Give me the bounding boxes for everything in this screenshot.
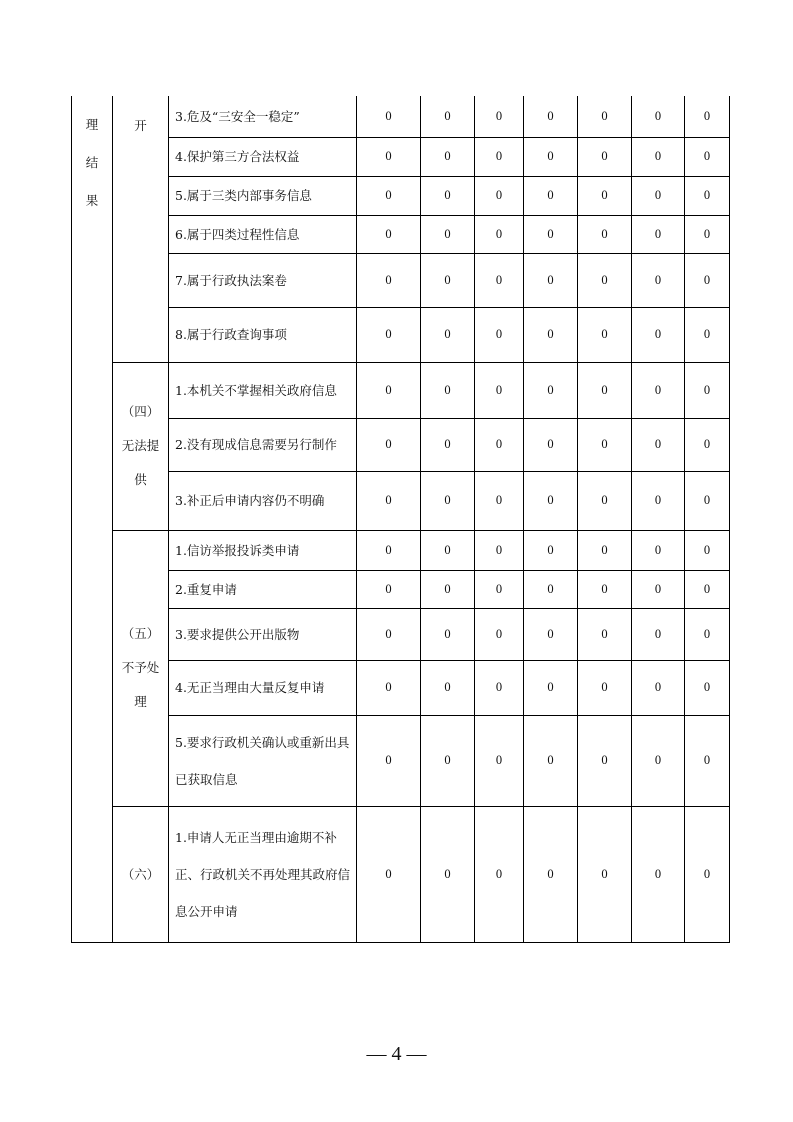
value-cell: 0 (357, 471, 421, 530)
item-label: 2.重复申请 (169, 570, 357, 608)
value-cell: 0 (578, 307, 632, 362)
value-cell: 0 (685, 362, 730, 418)
value-cell: 0 (475, 176, 524, 215)
disclosure-result-table (71, 96, 730, 943)
value-cell: 0 (524, 215, 578, 253)
value-cell: 0 (421, 176, 475, 215)
value-cell: 0 (357, 307, 421, 362)
item-label: 3.要求提供公开出版物 (169, 608, 357, 660)
table-row (72, 530, 730, 570)
value-cell: 0 (524, 176, 578, 215)
value-cell: 0 (421, 418, 475, 471)
table-row (72, 362, 730, 418)
value-cell: 0 (632, 608, 685, 660)
item-label: 1.申请人无正当理由逾期不补正、行政机关不再处理其政府信息公开申请 (169, 806, 357, 942)
group-label-open: 开 (113, 96, 169, 362)
result-label-char: 果 (85, 193, 99, 208)
value-cell: 0 (357, 530, 421, 570)
value-cell: 0 (685, 96, 730, 137)
value-cell: 0 (357, 176, 421, 215)
value-cell: 0 (632, 530, 685, 570)
value-cell: 0 (578, 570, 632, 608)
value-cell: 0 (685, 471, 730, 530)
table-row (72, 715, 730, 806)
value-cell: 0 (475, 418, 524, 471)
table-row (72, 215, 730, 253)
value-cell: 0 (685, 137, 730, 176)
value-cell: 0 (524, 570, 578, 608)
value-cell: 0 (421, 570, 475, 608)
value-cell: 0 (357, 715, 421, 806)
value-cell: 0 (475, 307, 524, 362)
value-cell: 0 (632, 176, 685, 215)
table-row (72, 660, 730, 715)
value-cell: 0 (632, 418, 685, 471)
value-cell: 0 (524, 307, 578, 362)
table-row (72, 307, 730, 362)
value-cell: 0 (357, 362, 421, 418)
value-cell: 0 (357, 137, 421, 176)
value-cell: 0 (524, 96, 578, 137)
table-row (72, 806, 730, 942)
value-cell: 0 (421, 96, 475, 137)
item-label: 8.属于行政查询事项 (169, 307, 357, 362)
value-cell: 0 (421, 137, 475, 176)
value-cell: 0 (421, 715, 475, 806)
item-label: 2.没有现成信息需要另行制作 (169, 418, 357, 471)
value-cell: 0 (475, 471, 524, 530)
item-label: 3.危及“三安全一稳定” (169, 96, 357, 137)
value-cell: 0 (685, 176, 730, 215)
group-label-not-processed: （五） 不予处 理 (113, 530, 169, 806)
value-cell: 0 (357, 253, 421, 307)
value-cell: 0 (475, 530, 524, 570)
item-label: 6.属于四类过程性信息 (169, 215, 357, 253)
value-cell: 0 (475, 253, 524, 307)
table-row (72, 570, 730, 608)
value-cell: 0 (578, 806, 632, 942)
value-cell: 0 (524, 253, 578, 307)
group-label-six: （六） (113, 806, 169, 942)
value-cell: 0 (357, 418, 421, 471)
value-cell: 0 (475, 806, 524, 942)
item-label: 1.信访举报投诉类申请 (169, 530, 357, 570)
value-cell: 0 (421, 471, 475, 530)
value-cell: 0 (685, 608, 730, 660)
result-column-label (72, 96, 113, 942)
page-number: — 4 — (366, 1043, 427, 1065)
value-cell: 0 (357, 660, 421, 715)
value-cell: 0 (357, 215, 421, 253)
value-cell: 0 (357, 806, 421, 942)
value-cell: 0 (685, 253, 730, 307)
value-cell: 0 (524, 471, 578, 530)
value-cell: 0 (475, 362, 524, 418)
value-cell: 0 (578, 362, 632, 418)
value-cell: 0 (357, 570, 421, 608)
value-cell: 0 (632, 806, 685, 942)
value-cell: 0 (578, 715, 632, 806)
value-cell: 0 (578, 660, 632, 715)
table-row (72, 176, 730, 215)
value-cell: 0 (578, 253, 632, 307)
value-cell: 0 (685, 806, 730, 942)
value-cell: 0 (524, 530, 578, 570)
value-cell: 0 (578, 530, 632, 570)
value-cell: 0 (578, 96, 632, 137)
value-cell: 0 (524, 660, 578, 715)
item-label: 5.要求行政机关确认或重新出具已获取信息 (169, 715, 357, 806)
value-cell: 0 (578, 608, 632, 660)
table-row (72, 418, 730, 471)
value-cell: 0 (578, 418, 632, 471)
value-cell: 0 (421, 307, 475, 362)
value-cell: 0 (632, 715, 685, 806)
value-cell: 0 (632, 137, 685, 176)
value-cell: 0 (578, 137, 632, 176)
value-cell: 0 (475, 137, 524, 176)
table-row (72, 96, 730, 137)
value-cell: 0 (475, 715, 524, 806)
item-label: 5.属于三类内部事务信息 (169, 176, 357, 215)
value-cell: 0 (578, 471, 632, 530)
item-label: 1.本机关不掌握相关政府信息 (169, 362, 357, 418)
value-cell: 0 (632, 660, 685, 715)
value-cell: 0 (475, 660, 524, 715)
value-cell: 0 (685, 215, 730, 253)
value-cell: 0 (524, 418, 578, 471)
group-label-cannot-provide: （四） 无法提 供 (113, 362, 169, 530)
item-label: 7.属于行政执法案卷 (169, 253, 357, 307)
table-row (72, 137, 730, 176)
value-cell: 0 (421, 530, 475, 570)
value-cell: 0 (632, 362, 685, 418)
value-cell: 0 (475, 215, 524, 253)
value-cell: 0 (578, 215, 632, 253)
item-label: 4.保护第三方合法权益 (169, 137, 357, 176)
value-cell: 0 (685, 570, 730, 608)
value-cell: 0 (357, 96, 421, 137)
table-row (72, 253, 730, 307)
value-cell: 0 (421, 215, 475, 253)
value-cell: 0 (685, 418, 730, 471)
value-cell: 0 (578, 176, 632, 215)
result-label-char: 理 (85, 117, 99, 132)
value-cell: 0 (524, 806, 578, 942)
value-cell: 0 (632, 215, 685, 253)
table-row (72, 471, 730, 530)
value-cell: 0 (524, 362, 578, 418)
value-cell: 0 (685, 307, 730, 362)
value-cell: 0 (421, 806, 475, 942)
value-cell: 0 (421, 660, 475, 715)
value-cell: 0 (524, 715, 578, 806)
value-cell: 0 (632, 570, 685, 608)
value-cell: 0 (524, 137, 578, 176)
value-cell: 0 (632, 307, 685, 362)
item-label: 3.补正后申请内容仍不明确 (169, 471, 357, 530)
value-cell: 0 (632, 253, 685, 307)
item-label: 4.无正当理由大量反复申请 (169, 660, 357, 715)
table-row (72, 608, 730, 660)
value-cell: 0 (685, 715, 730, 806)
value-cell: 0 (685, 660, 730, 715)
value-cell: 0 (685, 530, 730, 570)
value-cell: 0 (475, 570, 524, 608)
value-cell: 0 (632, 471, 685, 530)
value-cell: 0 (524, 608, 578, 660)
value-cell: 0 (475, 96, 524, 137)
value-cell: 0 (421, 253, 475, 307)
value-cell: 0 (357, 608, 421, 660)
value-cell: 0 (475, 608, 524, 660)
value-cell: 0 (632, 96, 685, 137)
value-cell: 0 (421, 362, 475, 418)
value-cell: 0 (421, 608, 475, 660)
result-label-char: 结 (85, 155, 99, 170)
